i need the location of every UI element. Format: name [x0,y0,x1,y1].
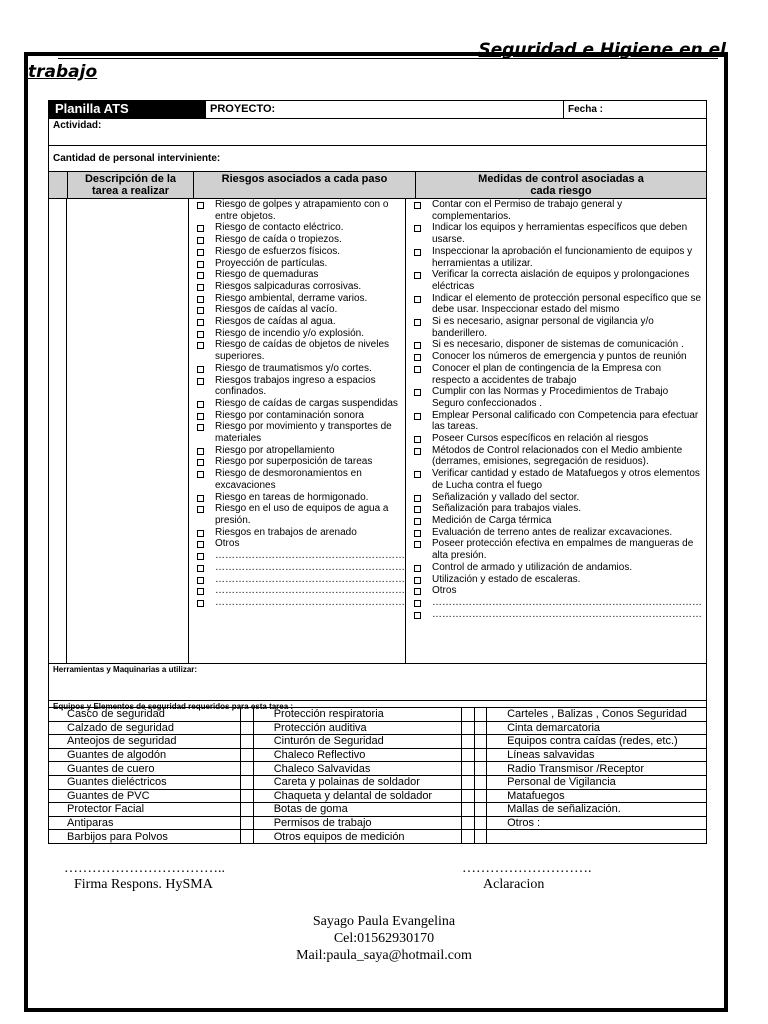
equipment-row [49,816,707,830]
equipment-checkbox[interactable] [241,816,253,830]
medida-item[interactable]: Verificar cantidad y estado de Matafuegos y otros elementos de Lucha contra el fuego [406,468,702,491]
equipment-checkbox[interactable] [241,775,253,789]
equipment-checkbox[interactable] [474,789,486,803]
equipment-label: Carteles , Balizas , Conos Seguridad [487,708,707,722]
medidas-column [406,199,706,663]
riesgo-item[interactable]: ………………………………………………… [189,585,405,597]
equipment-label: Cinta demarcatoria [487,721,707,735]
header-riesgos: Riesgos asociados a cada paso [194,172,416,198]
equipment-label: Guantes de algodón [49,748,241,762]
riesgo-item[interactable]: Riesgo de quemaduras [189,269,405,281]
equipment-label: Chaqueta y delantal de soldador [253,789,462,803]
header-medidas: Medidas de control asociadas a cada riesgo [416,172,706,198]
riesgo-item[interactable]: Riesgo en el uso de equipos de agua a presión. [189,503,405,526]
riesgo-item[interactable]: Riesgos de caídas al vacío. [189,304,405,316]
cantidad-row[interactable] [48,146,707,172]
equipment-checkbox[interactable] [474,748,486,762]
riesgos-column [189,199,406,663]
header-blank [49,172,68,198]
equipment-label: Otros equipos de medición [253,830,462,844]
signature-label-right: Aclaracion [483,877,545,892]
equipment-label: Otros : [487,816,707,830]
medida-item[interactable]: Indicar el elemento de protección personal específico que se debe usar. Inspeccionar estado del mismo [406,293,702,316]
equipment-label: Calzado de seguridad [49,721,241,735]
signature-dots-right: ………………………. [462,861,592,876]
equipment-label: Radio Transmisor /Receptor [487,762,707,776]
equipment-checkbox[interactable] [474,816,486,830]
equipment-checkbox[interactable] [474,721,486,735]
equipment-label: Antiparas [49,816,241,830]
equipment-row [49,830,707,844]
equipment-checkbox[interactable] [462,830,474,844]
equipment-checkbox[interactable] [241,721,253,735]
riesgo-item[interactable]: Proyección de partículas. [189,258,405,270]
equipment-label: Permisos de trabajo [253,816,462,830]
equipment-label: Chaleco Salvavidas [253,762,462,776]
ats-form [48,100,707,712]
equipment-row [49,789,707,803]
equipment-label: Protector Facial [49,803,241,817]
equipment-checkbox[interactable] [474,775,486,789]
equipment-checkbox[interactable] [241,803,253,817]
equipment-label: Líneas salvavidas [487,748,707,762]
equipment-row [49,735,707,749]
equipment-checkbox[interactable] [241,735,253,749]
riesgo-item[interactable]: Riesgo por contaminación sonora [189,410,405,422]
equipment-label: Guantes dieléctricos [49,775,241,789]
risks-body-row [48,199,707,664]
riesgo-item[interactable]: ………………………………………………… [189,550,405,562]
medida-item[interactable]: Poseer protección efectiva en empalmes de mangueras de alta presión. [406,538,702,561]
signature-label-left: Firma Respons. HySMA [74,877,213,892]
footer-mail: Mail:paula_saya@hotmail.com [296,948,472,963]
equipment-checkbox[interactable] [241,708,253,722]
equipment-checkbox[interactable] [474,803,486,817]
footer-name: Sayago Paula Evangelina [312,914,456,929]
medida-item[interactable]: Si es necesario, asignar personal de vigilancia y/o banderillero. [406,316,702,339]
form-header-row [48,100,707,119]
medida-item[interactable]: ……………………………………………………………………… [406,597,702,609]
medida-item[interactable]: Evaluación de terreno antes de realizar excavaciones. [406,527,702,539]
equipment-label: Anteojos de seguridad [49,735,241,749]
equipment-label: Guantes de PVC [49,789,241,803]
medida-item[interactable]: Verificar la correcta aislación de equipos y prolongaciones eléctricas [406,269,702,292]
equipment-label [487,830,707,844]
riesgo-item[interactable]: Riesgo de esfuerzos físicos. [189,246,405,258]
medida-item[interactable]: Inspeccionar la aprobación el funcionamiento de equipos y herramientas a utilizar. [406,246,702,269]
medida-item[interactable]: Métodos de Control relacionados con el Medio ambiente (derrames, emisiones, segregación de residuos). [406,445,702,468]
riesgo-item[interactable]: Riesgos de caídas al agua. [189,316,405,328]
equipment-label: Careta y polainas de soldador [253,775,462,789]
riesgo-item[interactable]: Riesgo en tareas de hormigonado. [189,492,405,504]
equipment-checkbox[interactable] [241,762,253,776]
medida-item[interactable]: Indicar los equipos y herramientas específicos que deben usarse. [406,222,702,245]
equipment-table [48,707,707,844]
equipment-checkbox[interactable] [462,708,474,722]
equipment-checkbox[interactable] [462,748,474,762]
equipment-label: Protección auditiva [253,721,462,735]
herramientas-row[interactable] [48,664,707,701]
medidas-list [406,199,702,620]
medida-item[interactable]: ……………………………………………………………………… [406,609,702,621]
riesgo-item[interactable]: Riesgo de desmoronamientos en excavaciones [189,468,405,491]
equipment-label: Barbijos para Polvos [49,830,241,844]
fecha-field[interactable]: Fecha : [563,101,706,118]
riesgo-item[interactable]: ………………………………………………… [189,562,405,574]
riesgo-item[interactable]: Riesgo por superposición de tareas [189,456,405,468]
riesgo-item[interactable]: ………………………………………………… [189,597,405,609]
equipment-label: Chaleco Reflectivo [253,748,462,762]
riesgo-item[interactable]: Riesgos salpicaduras corrosivas. [189,281,405,293]
riesgos-list [189,199,405,609]
equipment-checkbox[interactable] [241,748,253,762]
medida-item[interactable]: Conocer el plan de contingencia de la Empresa con respecto a accidentes de trabajo [406,363,702,386]
equipment-label: Matafuegos [487,789,707,803]
equipment-checkbox[interactable] [241,830,253,844]
medida-item[interactable]: Emplear Personal calificado con Competencia para efectuar las tareas. [406,410,702,433]
equipment-row [49,721,707,735]
riesgo-item[interactable]: Riesgo de incendio y/o explosión. [189,328,405,340]
medida-item[interactable]: Medición de Carga térmica [406,515,702,527]
medida-item[interactable]: Utilización y estado de escaleras. [406,574,702,586]
equipment-checkbox[interactable] [462,803,474,817]
medida-item[interactable]: Si es necesario, disponer de sistemas de comunicación . [406,339,702,351]
medida-item[interactable]: Señalización para trabajos viales. [406,503,702,515]
riesgo-item[interactable]: Riesgo por atropellamiento [189,445,405,457]
riesgo-item[interactable]: Riesgo por movimiento y transportes de materiales [189,421,405,444]
medida-item[interactable]: Otros [406,585,702,597]
equipment-checkbox[interactable] [462,816,474,830]
columns-header-row [48,172,707,199]
riesgo-item[interactable]: Riesgo de contacto eléctrico. [189,222,405,234]
equipment-row [49,708,707,722]
actividad-row[interactable] [48,119,707,146]
equipment-label: Cinturón de Seguridad [253,735,462,749]
equipos-label: Equipos y Elementos de seguridad requeridos para esta tarea : [53,702,294,711]
equipment-row [49,762,707,776]
equipment-checkbox[interactable] [462,721,474,735]
step-number-column[interactable] [49,199,67,663]
equipment-row [49,748,707,762]
riesgo-item[interactable]: Riesgo ambiental, derrame varios. [189,293,405,305]
equipment-checkbox[interactable] [241,789,253,803]
equipment-checkbox[interactable] [462,789,474,803]
equipment-label: Protección respiratoria [253,708,462,722]
medida-item[interactable]: Contar con el Permiso de trabajo general y complementarios. [406,199,702,222]
equipment-checkbox[interactable] [474,762,486,776]
medida-item[interactable]: Señalización y vallado del sector. [406,492,702,504]
proyecto-field[interactable]: PROYECTO: [205,101,563,118]
riesgo-item[interactable]: Otros [189,538,405,550]
riesgo-item[interactable]: Riesgo de golpes y atrapamiento con o entre objetos. [189,199,405,222]
footer-cel: Cel:01562930170 [333,931,435,946]
actividad-label: Actividad: [53,120,102,131]
riesgo-item[interactable]: Riesgo de caídas de objetos de niveles superiores. [189,339,405,362]
medida-item[interactable]: Conocer los números de emergencia y puntos de reunión [406,351,702,363]
cantidad-label: Cantidad de personal interviniente: [53,153,221,164]
equipment-row [49,803,707,817]
title-line-1: Seguridad e Higiene en el [478,40,726,60]
equipment-row [49,775,707,789]
riesgo-item[interactable]: Riesgo de caídas de cargas suspendidas [189,398,405,410]
equipment-checkbox[interactable] [474,830,486,844]
riesgo-item[interactable]: ………………………………………………… [189,574,405,586]
equipment-checkbox[interactable] [462,735,474,749]
medida-item[interactable]: Poseer Cursos específicos en relación al riesgos [406,433,702,445]
signature-dots-left: …………………………….. [64,861,225,876]
riesgo-item[interactable]: Riesgos trabajos ingreso a espacios confinados. [189,375,405,398]
equipment-checkbox[interactable] [474,735,486,749]
equipment-checkbox[interactable] [462,775,474,789]
medida-item[interactable]: Cumplir con las Normas y Procedimientos de Trabajo Seguro confeccionados . [406,386,702,409]
riesgo-item[interactable]: Riesgo de caída o tropiezos. [189,234,405,246]
title-line-2: trabajo [28,62,98,82]
equipment-label: Guantes de cuero [49,762,241,776]
descripcion-column[interactable] [67,199,189,663]
planilla-title: Planilla ATS [49,101,205,118]
medida-item[interactable]: Control de armado y utilización de andamios. [406,562,702,574]
header-descripcion: Descripción de la tarea a realizar [68,172,194,198]
equipment-label: Botas de goma [253,803,462,817]
equipment-label: Casco de seguridad [49,708,241,722]
equipment-checkbox[interactable] [474,708,486,722]
equipment-label: Mallas de señalización. [487,803,707,817]
equipment-label: Personal de Vigilancia [487,775,707,789]
riesgo-item[interactable]: Riesgos en trabajos de arenado [189,527,405,539]
equipment-label: Equipos contra caídas (redes, etc.) [487,735,707,749]
riesgo-item[interactable]: Riesgo de traumatismos y/o cortes. [189,363,405,375]
herramientas-label: Herramientas y Maquinarias a utilizar: [53,665,198,674]
equipment-checkbox[interactable] [462,762,474,776]
